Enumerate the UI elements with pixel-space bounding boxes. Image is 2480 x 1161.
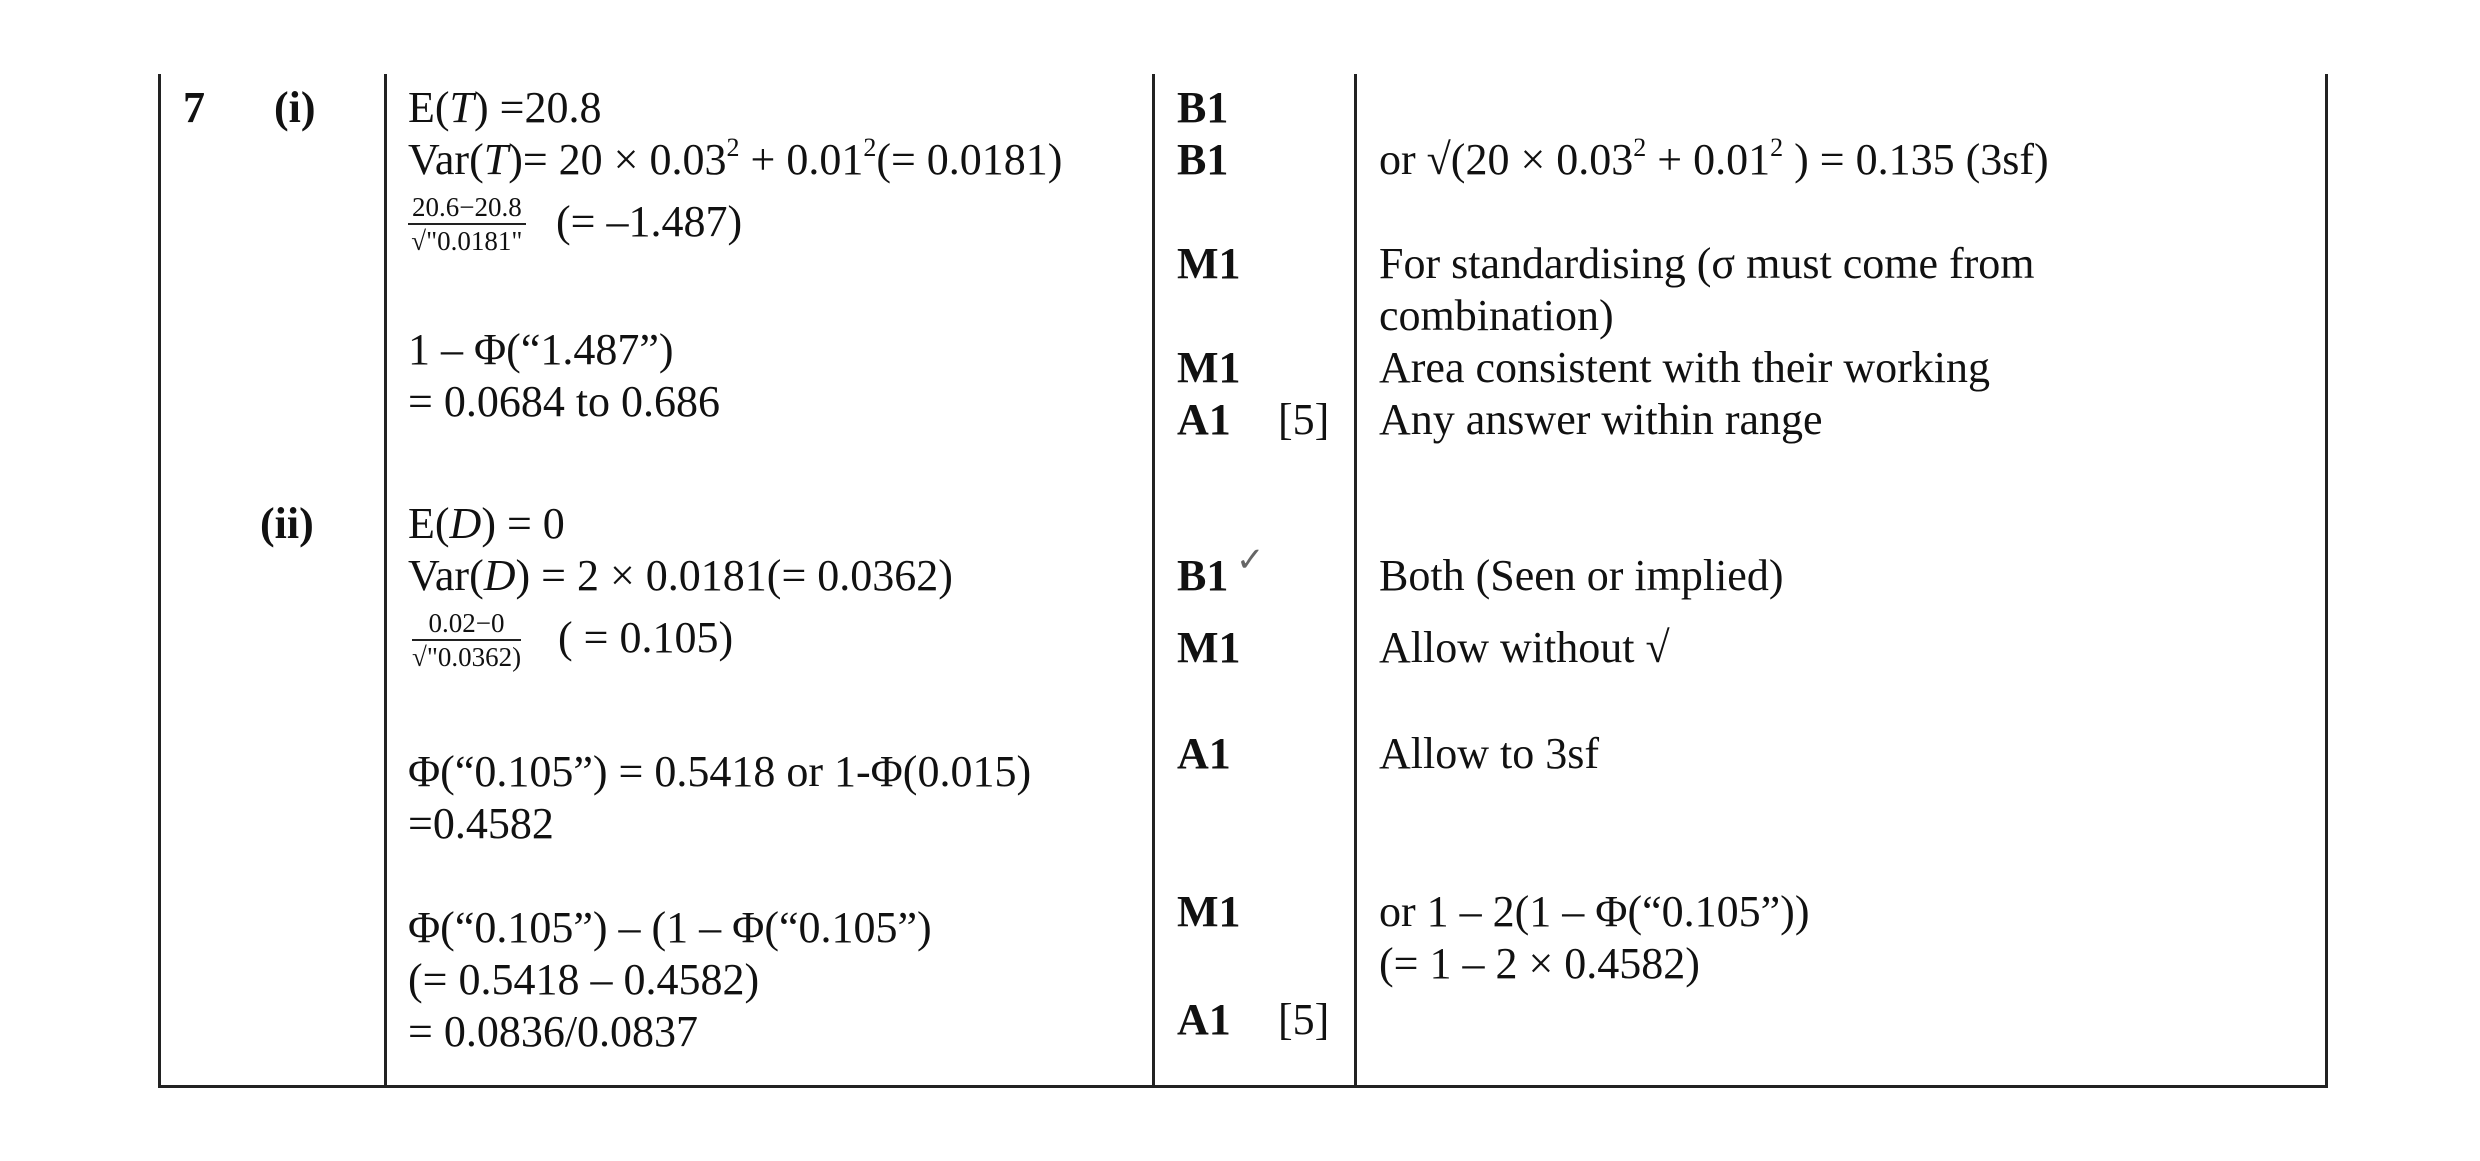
question-number: 7	[183, 83, 205, 132]
column-divider-notes	[1354, 74, 1357, 1088]
mark-i-1: B1	[1177, 83, 1229, 132]
standardising-fraction-ii: $\frac{0.02-0}{√"0.0362)}$	[412, 608, 522, 672]
standardising-fraction-i: $\frac{20.6-20.8}{√"0.0181"}$	[408, 192, 526, 256]
column-divider-work	[384, 74, 387, 1088]
probability-result-ii: =0.4582	[408, 799, 554, 848]
note-ii-alt-values: (= 1 – 2 × 0.4582)	[1379, 939, 1700, 988]
difference-step-ii: Φ(“0.105”) – (1 – Φ(“0.105”)	[408, 903, 932, 952]
expectation-t: E(T) =20.8	[408, 83, 602, 132]
answer-i: = 0.0684 to 0.686	[408, 377, 721, 426]
variance-d: Var(D) = 2 × 0.0181(= 0.0362)	[408, 551, 953, 600]
difference-values-ii: (= 0.5418 – 0.4582)	[408, 955, 760, 1004]
column-divider-marks	[1152, 74, 1155, 1088]
probability-step-i: 1 – Φ(“1.487”)	[408, 325, 674, 374]
checkmark-icon: ✓	[1236, 542, 1265, 579]
probability-step-ii: Φ(“0.105”) = 0.5418 or 1-Φ(0.015)	[408, 747, 1032, 796]
mark-i-4: M1	[1177, 343, 1241, 392]
part-label-i: (i)	[274, 83, 316, 132]
variance-t: $Var(T)= 20 \times 0.03^2 + 0.01^2(= 0.0181)$	[408, 133, 1063, 184]
note-i-standardising: For standardising (σ must come from	[1379, 239, 2035, 288]
table-border-right	[2325, 74, 2328, 1088]
note-ii-both: Both (Seen or implied)	[1379, 551, 1784, 600]
mark-ii-1: B1	[1177, 551, 1229, 600]
mark-ii-5: A1	[1177, 995, 1231, 1044]
note-i-sd: or $√(20 \times 0.03^2 + 0.01^2$ ) = 0.135 (3sf)	[1379, 133, 2049, 184]
part-label-ii: (ii)	[260, 499, 314, 548]
note-ii-sqrt: Allow without √	[1379, 623, 1670, 672]
total-ii: [5]	[1278, 995, 1330, 1044]
z-value-i: (= –1.487)	[556, 197, 743, 246]
table-border-left	[158, 74, 161, 1088]
mark-ii-2: M1	[1177, 623, 1241, 672]
note-ii-3sf: Allow to 3sf	[1379, 729, 1599, 778]
table-border-bottom	[158, 1085, 2328, 1088]
note-i-range: Any answer within range	[1379, 395, 1823, 444]
note-i-standardising-cont: combination)	[1379, 291, 1614, 340]
mark-ii-4: M1	[1177, 887, 1241, 936]
mark-i-3: M1	[1177, 239, 1241, 288]
expectation-d: E(D) = 0	[408, 499, 565, 548]
mark-i-2: B1	[1177, 135, 1229, 184]
note-i-area: Area consistent with their working	[1379, 343, 1990, 392]
z-value-ii: ( = 0.105)	[558, 613, 734, 662]
total-i: [5]	[1278, 395, 1330, 444]
note-ii-alt-method: or 1 – 2(1 – Φ(“0.105”))	[1379, 887, 1810, 936]
mark-i-5: A1	[1177, 395, 1231, 444]
mark-ii-3: A1	[1177, 729, 1231, 778]
answer-ii: = 0.0836/0.0837	[408, 1007, 699, 1056]
